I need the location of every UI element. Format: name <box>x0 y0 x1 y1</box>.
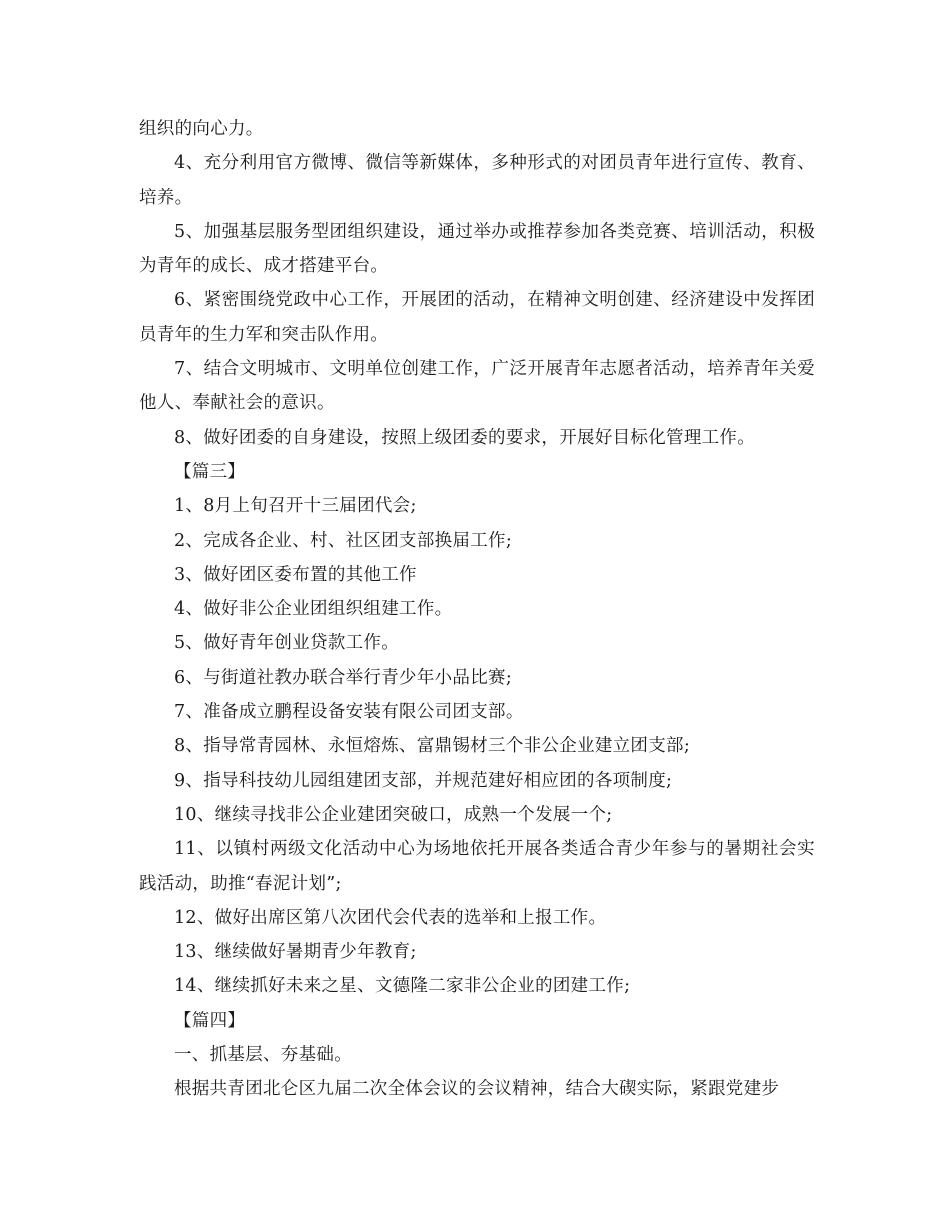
list-item: 9、指导科技幼儿园组建团支部，并规范建好相应团的各项制度; <box>174 770 673 791</box>
paragraph: 7、结合文明城市、文明单位创建工作，广泛开展青年志愿者活动，培养青年关爱他人、奉献社会的意识。 <box>139 359 815 414</box>
list-item: 4、做好非公企业团组织组建工作。 <box>174 599 453 620</box>
section-heading: 【篇三】 <box>174 461 246 482</box>
list-item: 2、完成各企业、村、社区团支部换届工作; <box>174 530 513 551</box>
paragraph: 4、充分利用官方微博、微信等新媒体，多种形式的对团员青年进行宣传、教育、培养。 <box>139 153 815 208</box>
list-item: 7、准备成立鹏程设备安装有限公司团支部。 <box>174 702 524 723</box>
list-item: 8、指导常青园林、永恒熔炼、富鼎锡材三个非公企业建立团支部; <box>174 736 691 757</box>
list-item: 13、继续做好暑期青少年教育; <box>174 942 417 963</box>
list-item: 5、做好青年创业贷款工作。 <box>174 633 400 654</box>
paragraph: 根据共青团北仑区九届二次全体会议的会议精神，结合大碶实际，紧跟党建步 <box>174 1079 780 1100</box>
list-item: 10、继续寻找非公企业建团突破口，成熟一个发展一个; <box>174 804 613 825</box>
list-item: 3、做好团区委布置的其他工作 <box>174 564 417 585</box>
section-heading: 【篇四】 <box>174 1010 246 1031</box>
list-item: 14、继续抓好未来之星、文德隆二家非公企业的团建工作; <box>174 976 631 997</box>
list-item: 1、8月上旬召开十三届团代会; <box>174 496 417 517</box>
paragraph: 5、加强基层服务型团组织建设，通过举办或推荐参加各类竞赛、培训活动，积极为青年的成长、成才搭建平台。 <box>139 221 815 277</box>
paragraph: 6、紧密围绕党政中心工作，开展团的活动，在精神文明创建、经济建设中发挥团员青年的生力军和突击队作用。 <box>139 290 815 345</box>
list-item: 11、以镇村两级文化活动中心为场地依托开展各类适合青少年参与的暑期社会实践活动，助推“春泥计划”; <box>139 839 815 894</box>
list-item: 6、与街道社教办联合举行青少年小品比赛; <box>174 667 513 688</box>
subsection-heading: 一、抓基层、夯基础。 <box>174 1045 352 1066</box>
document-body <box>139 112 815 1107</box>
list-item: 12、做好出席区第八次团代会代表的选举和上报工作。 <box>174 907 607 928</box>
paragraph: 8、做好团委的自身建设，按照上级团委的要求，开展好目标化管理工作。 <box>174 427 756 448</box>
paragraph: 组织的向心力。 <box>139 119 264 139</box>
